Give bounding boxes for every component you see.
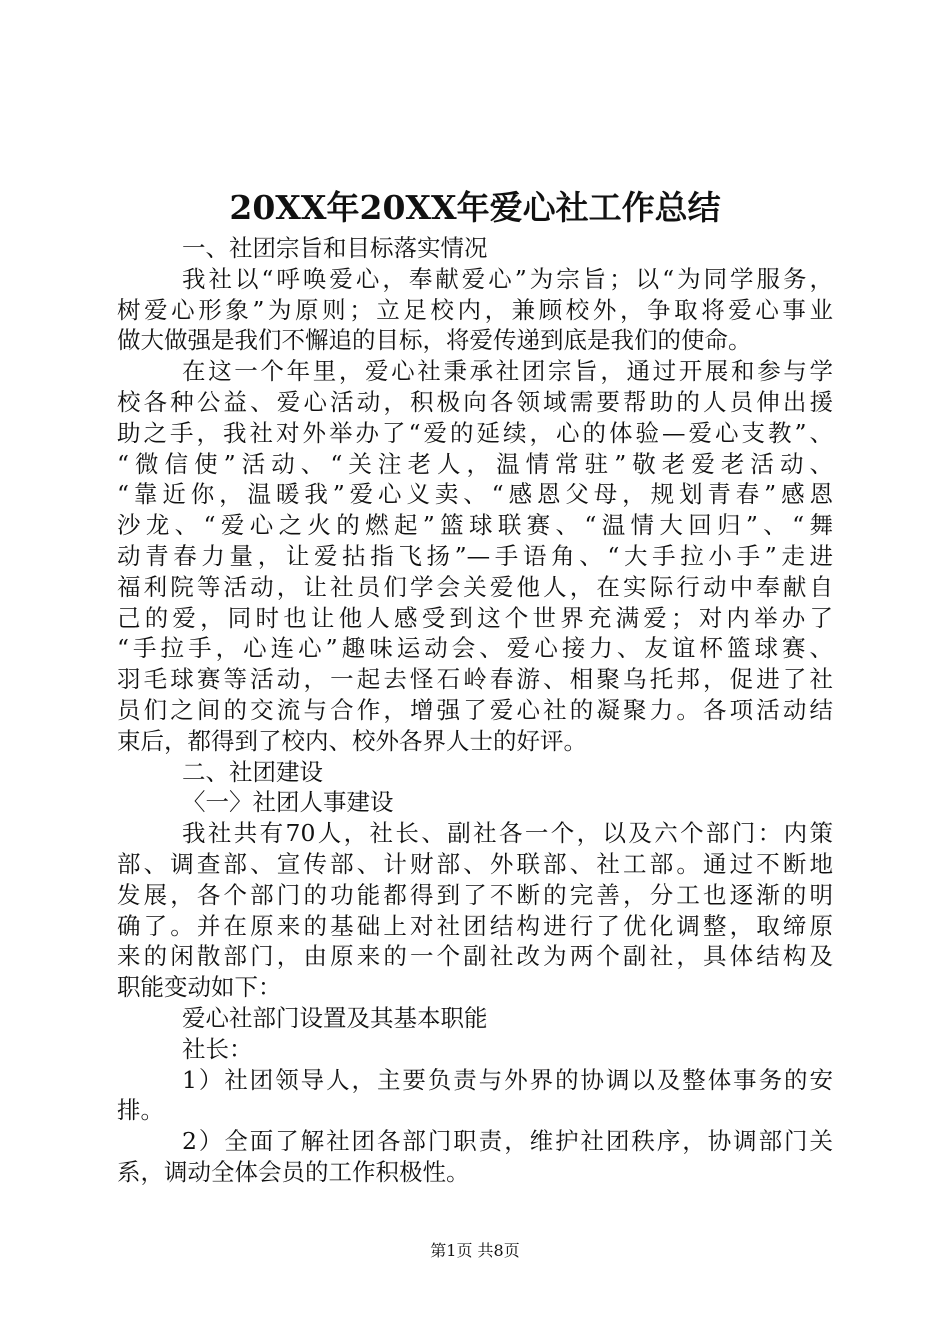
- paragraph-line: 我社以“呼唤爱心，奉献爱心”为宗旨；以“为同学服务，: [182, 264, 833, 293]
- list-item-line: 系，调动全体会员的工作积极性。: [117, 1157, 470, 1186]
- paragraph-line: 职能变动如下：: [117, 973, 282, 1002]
- paragraph-line: 员们之间的交流与合作，增强了爱心社的凝聚力。各项活动结: [117, 695, 833, 724]
- paragraph-line: 助之手，我社对外举办了“爱的延续，心的体验—爱心支教”、: [117, 418, 833, 447]
- paragraph-line: 动青春力量，让爱拈指飞扬”—手语角、“大手拉小手”走进: [117, 541, 833, 570]
- subsection-heading: 爱心社部门设置及其基本职能: [182, 1003, 488, 1032]
- paragraph-line: 做大做强是我们不懈追的目标，将爱传递到底是我们的使命。: [117, 326, 752, 355]
- paragraph-line: 校各种公益、爱心活动，积极向各领域需要帮助的人员伸出援: [117, 387, 833, 416]
- paragraph-line: 福利院等活动，让社员们学会关爱他人，在实际行动中奉献自: [117, 572, 833, 601]
- paragraph-line: 来的闲散部门，由原来的一个副社改为两个副社，具体结构及: [117, 942, 833, 971]
- page-footer: 第1页 共8页: [430, 1241, 520, 1260]
- paragraph-line: 我社共有70人，社长、副社各一个，以及六个部门：内策: [182, 819, 833, 848]
- paragraph-line: 沙龙、“爱心之火的燃起”篮球联赛、“温情大回归”、“舞: [117, 511, 833, 540]
- section-heading: 一、社团宗旨和目标落实情况: [182, 234, 488, 262]
- paragraph-line: “微信使”活动、“关注老人，温情常驻”敬老爱老活动、: [117, 449, 833, 478]
- section-heading: 二、社团建设: [182, 757, 323, 786]
- subsection-heading: 〈一〉社团人事建设: [182, 788, 394, 817]
- paragraph-line: 己的爱，同时也让他人感受到这个世界充满爱；对内举办了: [117, 603, 833, 632]
- paragraph-line: 确了。并在原来的基础上对社团结构进行了优化调整，取缔原: [117, 911, 833, 940]
- paragraph-line: 树爱心形象”为原则；立足校内，兼顾校外，争取将爱心事业: [117, 295, 833, 324]
- paragraph-line: 羽毛球赛等活动，一起去怪石岭春游、相聚乌托邦，促进了社: [117, 665, 833, 694]
- list-item-line: 1）社团领导人，主要负责与外界的协调以及整体事务的安: [182, 1065, 833, 1094]
- paragraph-line: 束后，都得到了校内、校外各界人士的好评。: [117, 726, 587, 755]
- list-item-line: 2）全面了解社团各部门职责，维护社团秩序，协调部门关: [182, 1127, 833, 1156]
- list-item-line: 排。: [117, 1096, 164, 1125]
- paragraph-line: “靠近你，温暖我”爱心义卖、“感恩父母，规划青春”感恩: [117, 480, 833, 509]
- document-title: 20XX年20XX年爱心社工作总结: [229, 188, 721, 227]
- paragraph-line: 部、调查部、宣传部、计财部、外联部、社工部。通过不断地: [117, 849, 833, 878]
- paragraph-line: 在这一个年里，爱心社秉承社团宗旨，通过开展和参与学: [182, 357, 833, 386]
- paragraph-line: “手拉手，心连心”趣味运动会、爱心接力、友谊杯篮球赛、: [117, 634, 833, 663]
- paragraph-line: 发展，各个部门的功能都得到了不断的完善，分工也逐渐的明: [117, 880, 833, 909]
- role-label: 社长：: [182, 1034, 253, 1063]
- document-body: [117, 233, 833, 1188]
